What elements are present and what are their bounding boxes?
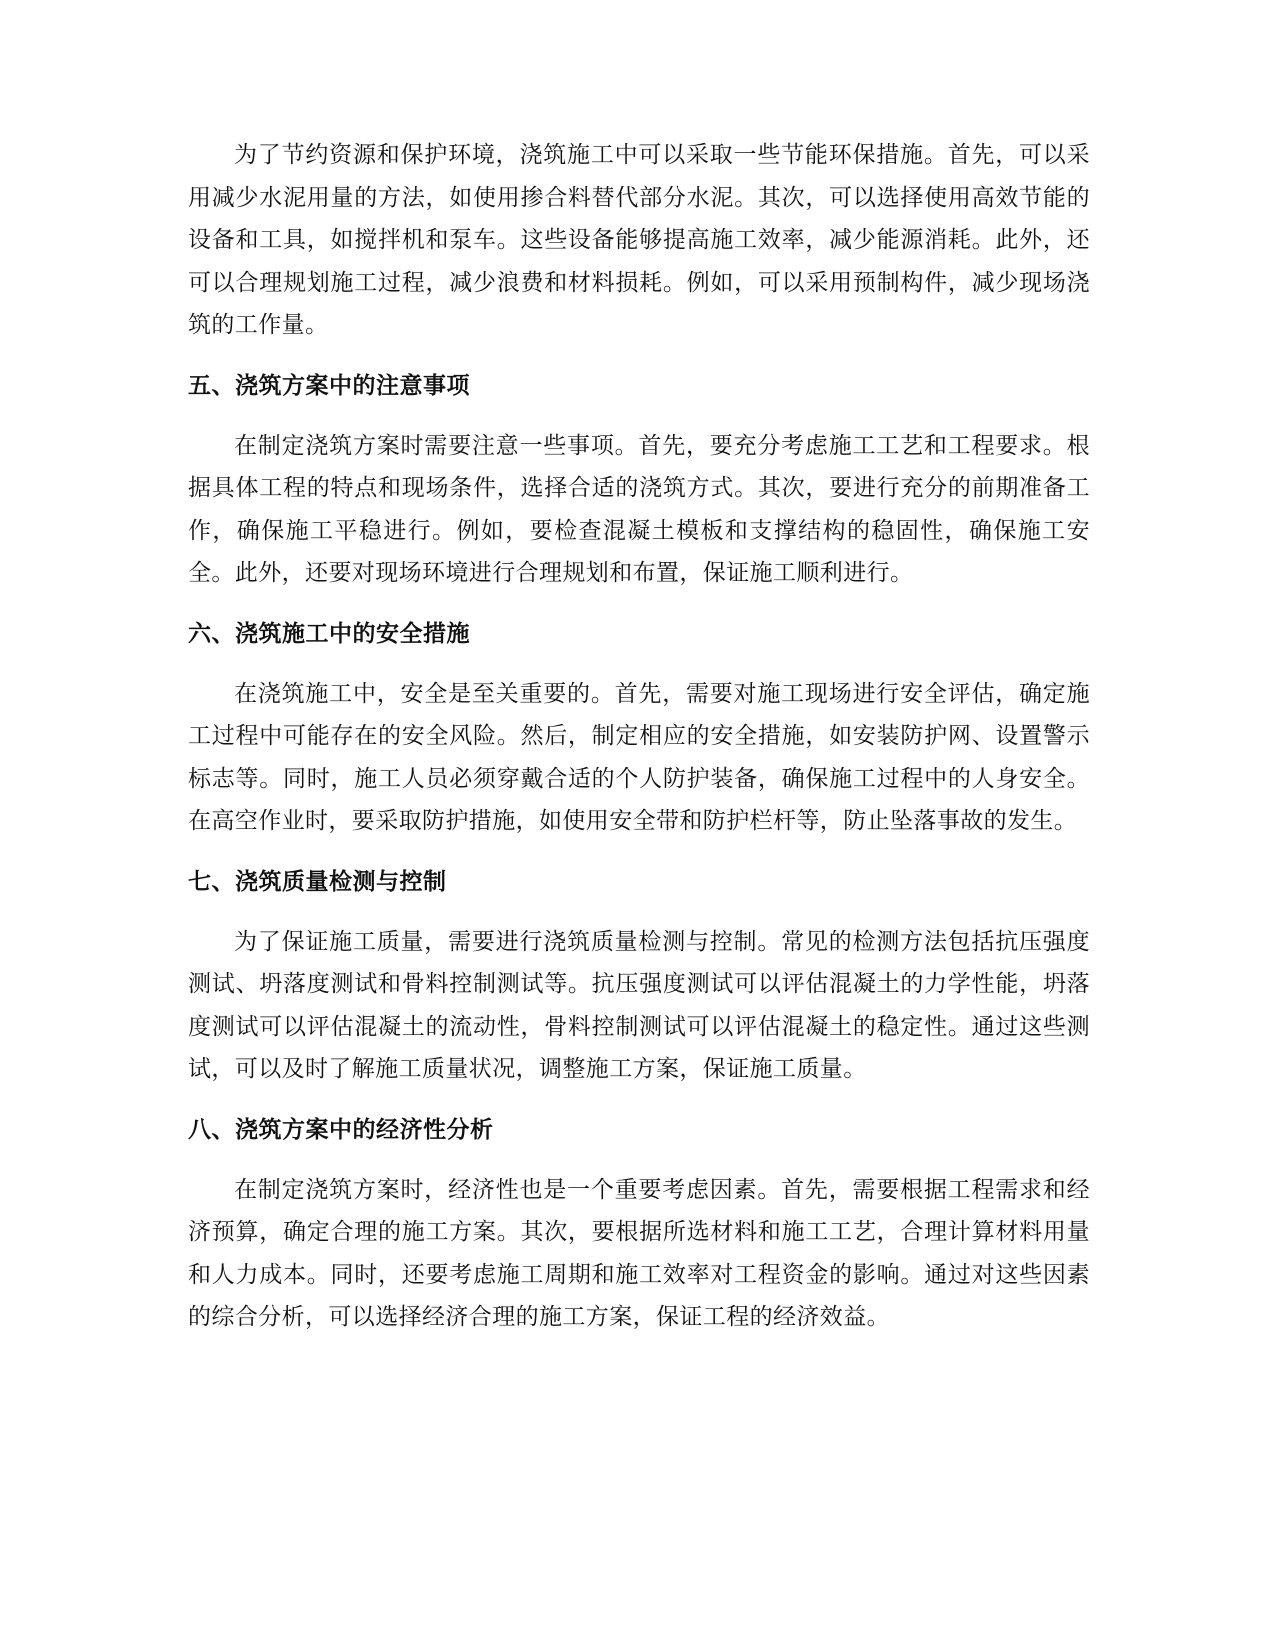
document-page <box>188 134 1090 1339</box>
section-heading-6: 六、浇筑施工中的安全措施 <box>188 620 470 647</box>
section-heading-8: 八、浇筑方案中的经济性分析 <box>188 1116 494 1143</box>
section-paragraph-8: 在制定浇筑方案时，经济性也是一个重要考虑因素。首先，需要根据工程需求和经济预算，确定合理的施工方案。其次，要根据所选材料和施工工艺，合理计算材料用量和人力成本。同时，还要考虑施工周期和施工效率对工程资金的影响。通过对这些因素的综合分析，可以选择经济合理的施工方案，保证工程的经济效益。 <box>188 1176 1090 1330</box>
section-paragraph-5: 在制定浇筑方案时需要注意一些事项。首先，要充分考虑施工工艺和工程要求。根据具体工程的特点和现场条件，选择合适的浇筑方式。其次，要进行充分的前期准备工作，确保施工平稳进行。例如，要检查混凝土模板和支撑结构的稳固性，确保施工安全。此外，还要对现场环境进行合理规划和布置，保证施工顺利进行。 <box>188 432 1090 586</box>
section-paragraph-6: 在浇筑施工中，安全是至关重要的。首先，需要对施工现场进行安全评估，确定施工过程中可能存在的安全风险。然后，制定相应的安全措施，如安装防护网、设置警示标志等。同时，施工人员必须穿戴合适的个人防护装备，确保施工过程中的人身安全。在高空作业时，要采取防护措施，如使用安全带和防护栏杆等，防止坠落事故的发生。 <box>188 680 1090 834</box>
section-heading-5: 五、浇筑方案中的注意事项 <box>188 372 470 399</box>
intro-paragraph: 为了节约资源和保护环境，浇筑施工中可以采取一些节能环保措施。首先，可以采用减少水泥用量的方法，如使用掺合料替代部分水泥。其次，可以选择使用高效节能的设备和工具，如搅拌机和泵车。这些设备能够提高施工效率，减少能源消耗。此外，还可以合理规划施工过程，减少浪费和材料损耗。例如，可以采用预制构件，减少现场浇筑的工作量。 <box>188 142 1090 338</box>
section-paragraph-7: 为了保证施工质量，需要进行浇筑质量检测与控制。常见的检测方法包括抗压强度测试、坍落度测试和骨料控制测试等。抗压强度测试可以评估混凝土的力学性能，坍落度测试可以评估混凝土的流动性，骨料控制测试可以评估混凝土的稳定性。通过这些测试，可以及时了解施工质量状况，调整施工方案，保证施工质量。 <box>188 928 1090 1082</box>
section-heading-7: 七、浇筑质量检测与控制 <box>188 868 447 895</box>
